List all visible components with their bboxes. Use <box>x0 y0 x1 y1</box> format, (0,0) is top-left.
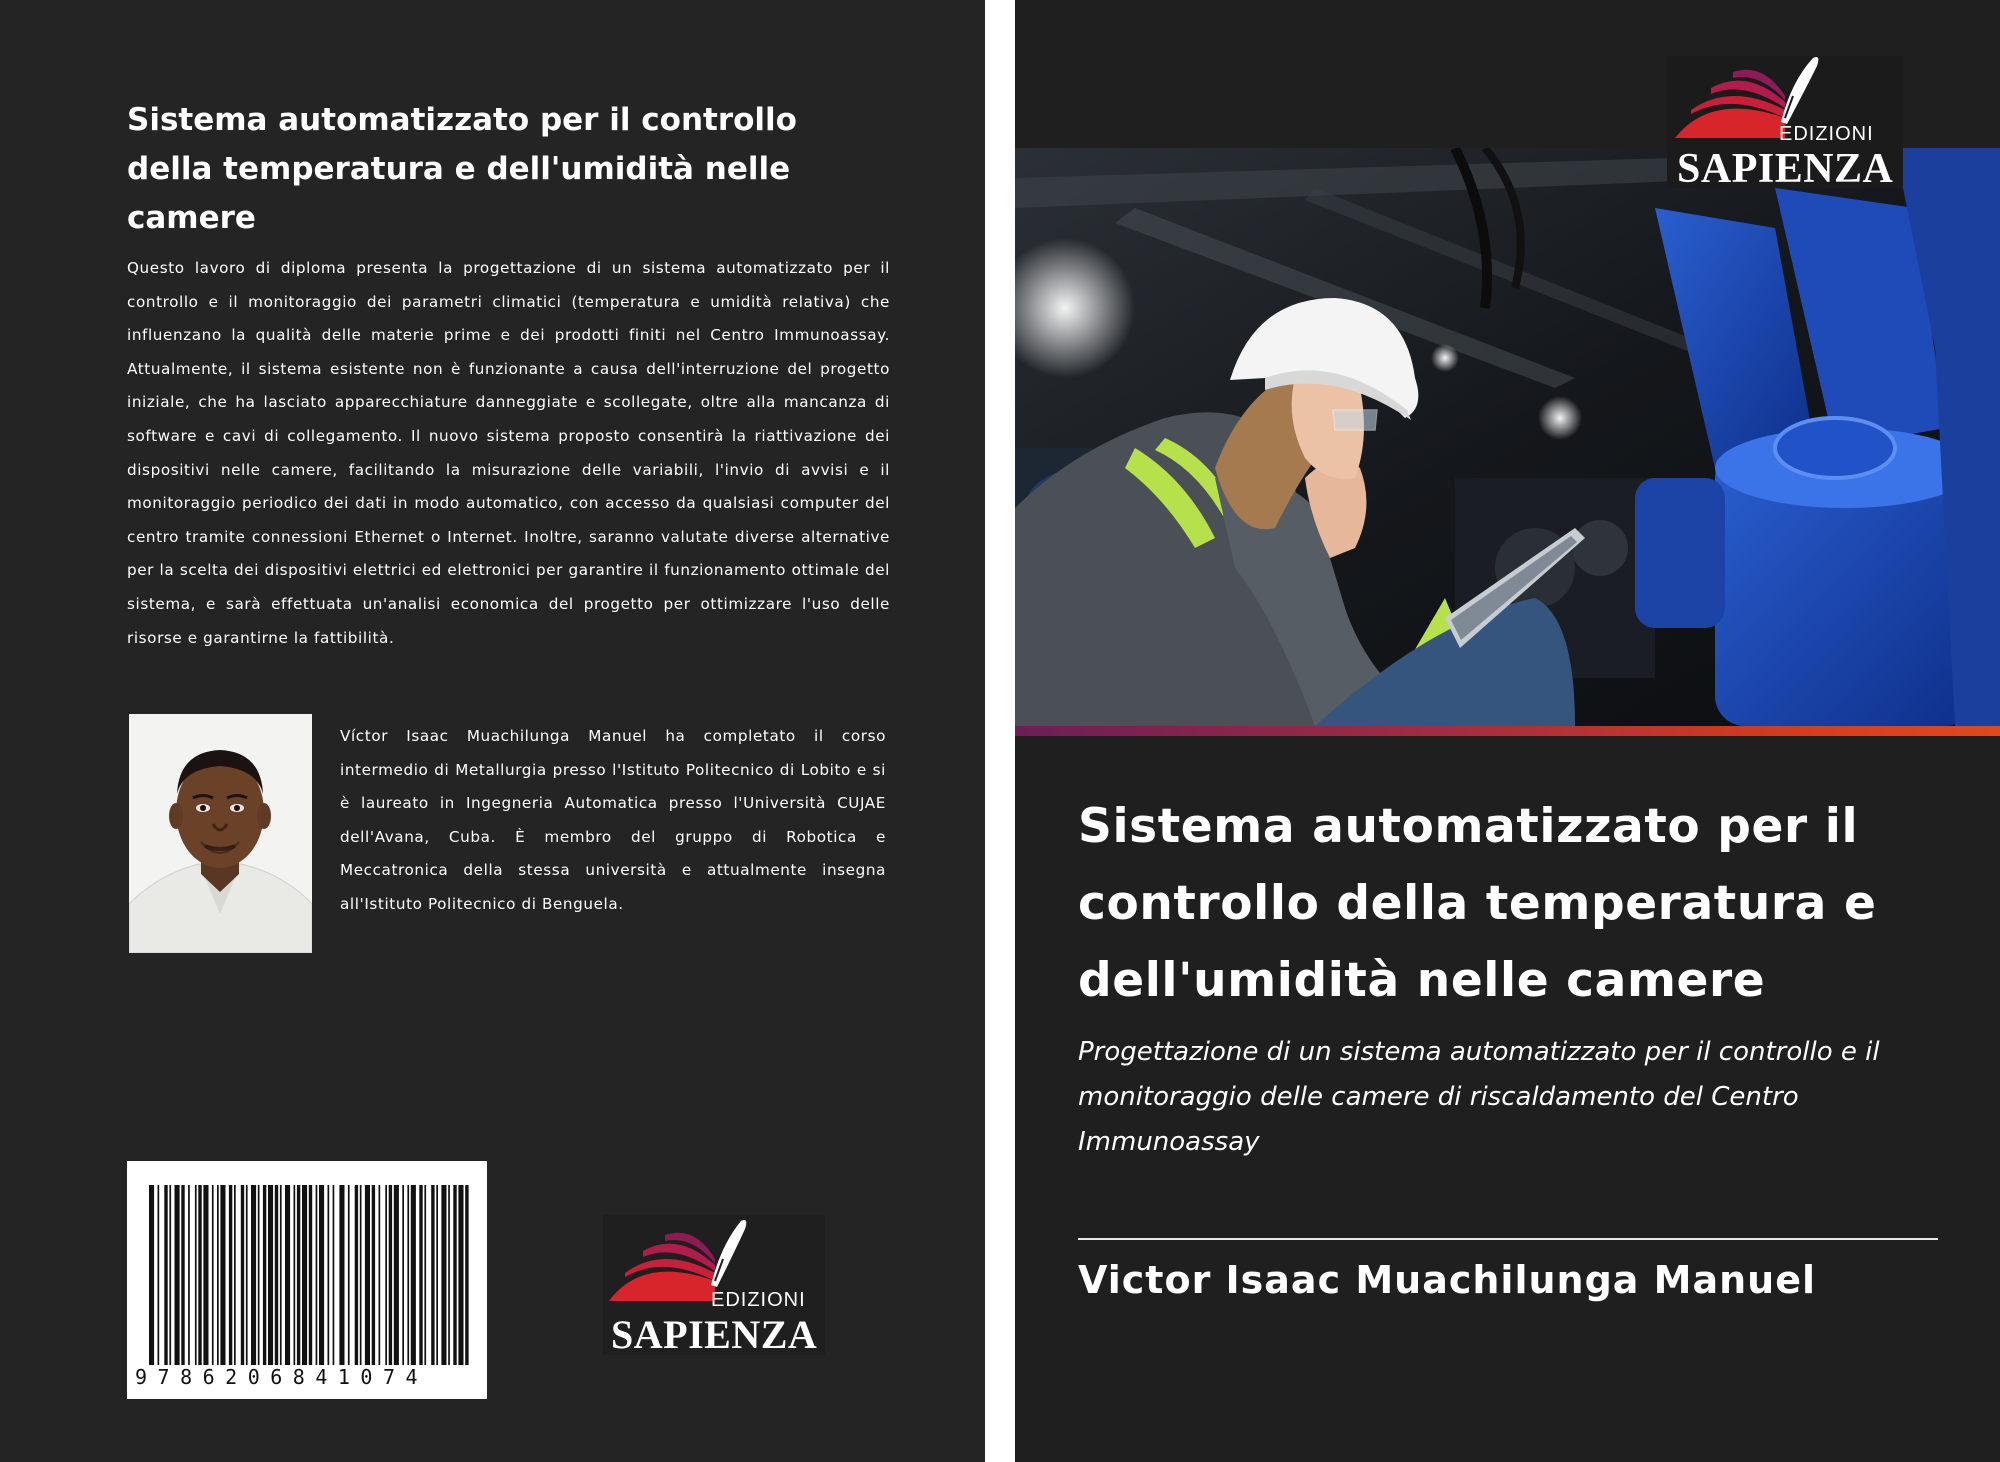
barcode-bar <box>309 1185 312 1365</box>
barcode-bar <box>431 1185 434 1379</box>
front-cover-divider <box>1078 1238 1938 1240</box>
barcode-bar <box>198 1185 201 1365</box>
barcode-bar <box>441 1185 446 1379</box>
barcode-bar <box>465 1185 468 1379</box>
barcode-bar <box>195 1185 197 1365</box>
barcode-bar <box>181 1185 184 1365</box>
barcode-bar <box>164 1185 167 1365</box>
barcode-bar <box>402 1185 404 1379</box>
barcode-bar <box>385 1185 387 1379</box>
barcode-bar <box>297 1185 300 1365</box>
back-logo-sapienza: SAPIENZA <box>611 1312 818 1357</box>
barcode-bar <box>328 1185 330 1379</box>
isbn-digits: 9786206841074 <box>135 1365 479 1389</box>
front-cover <box>1015 0 2000 1462</box>
author-bio: Víctor Isaac Muachilunga Manuel ha completato il corso intermedio di Metallurgia presso l'Istituto Politecnico di Lobito e si è laureato in Ingegneria Automatica presso l'Università CUJAE dell'Avana, Cuba. È membro del gruppo di Robotica e Meccatronica della stessa università e attualmente insegna all'Istituto Politecnico di Benguela. <box>340 727 886 913</box>
barcode-bar <box>203 1185 208 1365</box>
barcode-bar <box>241 1185 244 1365</box>
barcode-bar <box>379 1185 381 1379</box>
cover-color-strip <box>1015 726 2000 736</box>
barcode-bar <box>220 1185 225 1365</box>
author-portrait-icon <box>129 714 312 953</box>
barcode-bar <box>285 1185 290 1365</box>
cover-photo <box>1015 148 2000 726</box>
engineer-with-tablet-icon <box>1015 148 2000 726</box>
barcode-bar <box>275 1185 278 1365</box>
barcode-bar <box>458 1185 463 1379</box>
barcode-bar <box>169 1185 171 1365</box>
barcode-bar <box>234 1185 236 1365</box>
back-cover-title: Sistema automatizzato per il controllo della temperatura e dell'umidità nelle camere <box>127 102 797 236</box>
front-logo-edizioni: EDIZIONI <box>1779 123 1874 145</box>
barcode-bar <box>280 1185 282 1365</box>
barcode-bar <box>258 1185 260 1365</box>
barcode-bar <box>360 1185 362 1379</box>
barcode-bar <box>333 1185 335 1379</box>
barcode-bar <box>372 1185 375 1379</box>
barcode-bar <box>348 1185 350 1379</box>
front-logo-sapienza: SAPIENZA <box>1677 146 1894 192</box>
barcode-bar <box>389 1185 392 1379</box>
barcode-bar <box>263 1185 266 1365</box>
barcode-icon <box>127 1161 487 1399</box>
barcode-bar <box>229 1185 232 1365</box>
barcode-bar <box>294 1185 296 1365</box>
back-cover <box>0 0 985 1462</box>
barcode-bar <box>158 1185 160 1379</box>
barcode-bar <box>436 1185 438 1379</box>
barcode-bar <box>407 1185 409 1379</box>
barcode-bar <box>251 1185 256 1365</box>
barcode-bar <box>212 1185 214 1365</box>
barcode-bar <box>424 1185 426 1379</box>
barcode-bar <box>339 1185 344 1379</box>
barcode-bar <box>217 1185 219 1365</box>
back-publisher-logo <box>603 1215 825 1355</box>
barcode-bar <box>316 1185 318 1365</box>
barcode-bar <box>175 1185 180 1365</box>
front-cover-title: Sistema automatizzato per il controllo della temperatura e dell'umidità nelle camere <box>1078 799 1877 1008</box>
barcode-bar <box>319 1185 324 1365</box>
barcode-bar <box>268 1185 273 1365</box>
barcode-bar <box>411 1185 416 1379</box>
front-publisher-logo <box>1667 56 1903 192</box>
barcode-bar <box>355 1185 358 1379</box>
back-logo-edizioni: EDIZIONI <box>711 1289 806 1311</box>
barcode-bar <box>448 1185 450 1379</box>
barcode-bar <box>419 1185 422 1379</box>
author-photo <box>129 714 312 953</box>
front-cover-author: Victor Isaac Muachilunga Manuel <box>1078 1258 1817 1302</box>
barcode-bar <box>394 1185 399 1379</box>
barcode-bar <box>302 1185 307 1365</box>
barcode-bar <box>188 1185 190 1365</box>
isbn-barcode <box>127 1161 487 1399</box>
front-cover-subtitle: Progettazione di un sistema automatizzato per il controllo e il monitoraggio delle camere di riscaldamento del Centro Immunoassay <box>1078 1037 1880 1157</box>
barcode-bar <box>246 1185 248 1365</box>
barcode-bar <box>365 1185 370 1379</box>
barcode-bar <box>149 1185 154 1379</box>
back-cover-description: Questo lavoro di diploma presenta la progettazione di un sistema automatizzato per il controllo e il monitoraggio dei parametri climatici (temperatura e umidità relativa) che influenzano la qualità delle materie prime e dei prodotti finiti nel Centro Immunoassay. Attualmente, il sistema esistente non è funzionante a causa dell'interruzione del progetto iniziale, che ha lasciato apparecchiature danneggiate e scollegate, oltre alla mancanza di software e cavi di collegamento. Il nuovo sistema proposto consentirà la riattivazione dei dispositivi nelle camere, facilitando la misurazione delle variabili, l'invio di avvisi e il monitoraggio periodico dei dati in modo automatico, con accesso da qualsiasi computer del centro tramite connessioni Ethernet o Internet. Inoltre, saranno valutate diverse alternative per la scelta dei dispositivi elettrici ed elettronici per garantire il funzionamento ottimale del sistema, e sarà effettuata un'analisi economica del progetto per ottimizzare l'uso delle risorse e garantirne la fattibilità. <box>127 259 890 647</box>
barcode-bar <box>453 1185 456 1379</box>
